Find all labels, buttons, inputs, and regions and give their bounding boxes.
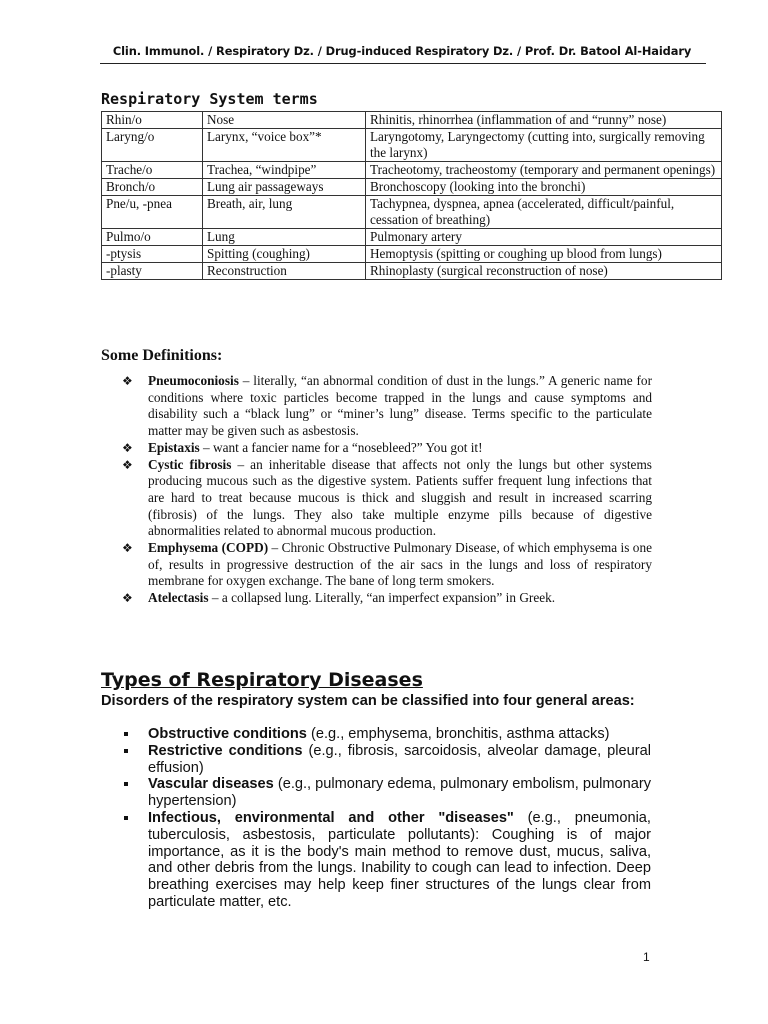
definitions-section-title: Some Definitions: [101, 347, 223, 364]
terms-table [101, 111, 722, 280]
type-text: (e.g., emphysema, bronchitis, asthma attacks) [306, 726, 610, 742]
table-cell-meaning: Trachea, “windpipe” [203, 162, 366, 179]
definition-term: Cystic fibrosis [148, 456, 232, 472]
type-text: (e.g., pulmonary edema, pulmonary embolism, pulmonary hypertension) [148, 776, 652, 810]
type-text: (e.g., pneumonia, tuberculosis, asbestosis, particulate pollutants): Coughing is of major importance, as it is the body's main method to remove dust, mucus, saliva, and other debris from the lungs. Inability to cough can lead to infection. Deep breathing exercises may help keep finer structures of the lungs clear from particulate matter, etc. [148, 809, 651, 910]
table-cell-meaning: Breath, air, lung [203, 196, 366, 229]
table-cell-meaning: Spitting (coughing) [203, 246, 366, 263]
type-term: Vascular diseases [148, 776, 274, 793]
table-cell-example: Laryngotomy, Laryngectomy (cutting into, surgically removing the larynx) [366, 129, 722, 162]
table-row [102, 162, 722, 179]
table-cell-root: Rhin/o [102, 112, 203, 129]
definition-text: – an inheritable disease that affects not only the lungs but other systems producing mucous such as the digestive system. Patients suffer frequent lung infections that are hard to treat because mucous is thick and sluggish and result in increased scarring (fibrosis) of the lungs. They also take multiple enzyme pills because of digestive abnormalities related to abnormal mucous production. [148, 456, 652, 539]
definition-term: Emphysema (COPD) [148, 540, 269, 556]
table-cell-example: Tachypnea, dyspnea, apnea (accelerated, difficult/painful, cessation of breathing) [366, 196, 722, 229]
table-cell-root: Laryng/o [102, 129, 203, 162]
page-number: 1 [643, 950, 650, 964]
table-cell-example: Hemoptysis (spitting or coughing up blood from lungs) [366, 246, 722, 263]
square-bullet-icon [124, 782, 128, 786]
table-cell-example: Rhinoplasty (surgical reconstruction of nose) [366, 263, 722, 280]
table-cell-example: Pulmonary artery [366, 229, 722, 246]
table-cell-root: Trache/o [102, 162, 203, 179]
definition-term: Pneumoconiosis [148, 373, 239, 388]
table-cell-meaning: Lung [203, 229, 366, 246]
table-row [102, 179, 722, 196]
square-bullet-icon [124, 732, 128, 736]
list-item [121, 776, 651, 810]
definition-text: – Chronic Obstructive Pulmonary Disease, of which emphysema is one of, results in progressive destruction of the air sacs in the lungs and loss of respiratory membrane for oxygen exchange. The bane of long term smokers. [148, 540, 652, 589]
definition-text: – want a fancier name for a “nosebleed?” You got it! [199, 439, 483, 455]
type-term: Infectious, environmental and other "diseases" [148, 809, 514, 826]
diamond-bullet-icon: ❖ [122, 541, 133, 556]
list-item [122, 540, 652, 590]
type-text: (e.g., fibrosis, sarcoidosis, alveolar damage, pleural effusion) [148, 742, 651, 776]
definition-text: – a collapsed lung. Literally, “an imperfect expansion” in Greek. [208, 590, 556, 606]
table-cell-meaning: Reconstruction [203, 263, 366, 280]
table-cell-meaning: Nose [203, 112, 366, 129]
diamond-bullet-icon: ❖ [122, 457, 133, 472]
definition-text: – literally, “an abnormal condition of dust in the lungs.” A generic name for conditions where toxic particles become trapped in the lungs and cause symptoms and disability such a “black lung” or “miner’s lung” disease. Terms specific to the particulate matter may be given such as asbestosis. [148, 373, 652, 439]
table-row [102, 229, 722, 246]
table-cell-root: Pne/u, -pnea [102, 196, 203, 229]
table-cell-example: Bronchoscopy (looking into the bronchi) [366, 179, 722, 196]
square-bullet-icon [124, 749, 128, 753]
list-item [122, 440, 652, 457]
table-cell-root: -plasty [102, 263, 203, 280]
list-item [121, 743, 651, 777]
list-item [122, 457, 652, 541]
type-term: Restrictive conditions [148, 742, 303, 759]
type-term: Obstructive conditions [148, 726, 307, 742]
definition-term: Epistaxis [148, 439, 200, 455]
header-rule [100, 63, 706, 64]
table-cell-root: -ptysis [102, 246, 203, 263]
table-row [102, 129, 722, 162]
list-item [122, 373, 652, 440]
types-section-title: Types of Respiratory Diseases [101, 669, 423, 691]
types-intro: Disorders of the respiratory system can be classified into four general areas: [101, 693, 635, 709]
table-cell-example: Rhinitis, rhinorrhea (inflammation of and “runny” nose) [366, 112, 722, 129]
table-cell-meaning: Larynx, “voice box”* [203, 129, 366, 162]
table-row [102, 246, 722, 263]
table-cell-example: Tracheotomy, tracheostomy (temporary and permanent openings) [366, 162, 722, 179]
definitions-list [122, 373, 652, 607]
list-item [121, 726, 651, 743]
terms-section-title: Respiratory System terms [101, 90, 318, 108]
diamond-bullet-icon: ❖ [122, 374, 133, 388]
list-item [121, 810, 651, 911]
square-bullet-icon [124, 816, 128, 820]
table-cell-meaning: Lung air passageways [203, 179, 366, 196]
running-header: Clin. Immunol. / Respiratory Dz. / Drug-induced Respiratory Dz. / Prof. Dr. Batool Al-Haidary [112, 44, 692, 58]
types-list [121, 726, 651, 911]
table-cell-root: Bronch/o [102, 179, 203, 196]
table-row [102, 196, 722, 229]
table-cell-root: Pulmo/o [102, 229, 203, 246]
diamond-bullet-icon: ❖ [122, 440, 133, 455]
definition-term: Atelectasis [148, 590, 209, 606]
table-row [102, 263, 722, 280]
list-item [122, 590, 652, 607]
diamond-bullet-icon: ❖ [122, 591, 133, 606]
table-row [102, 112, 722, 129]
